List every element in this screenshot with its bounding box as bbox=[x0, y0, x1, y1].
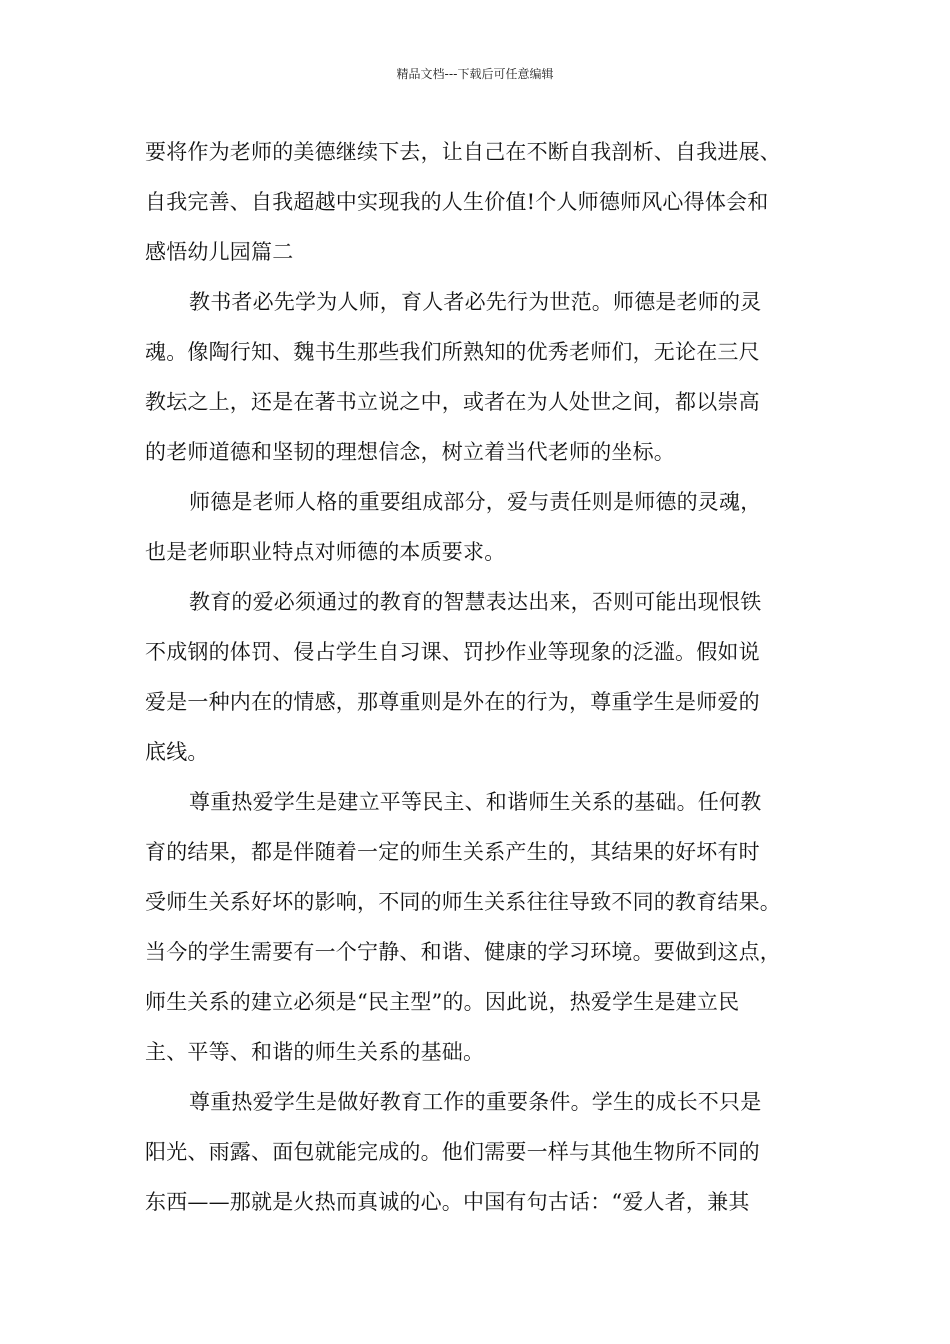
text-line: 师生关系的建立必须是“民主型”的。因此说，热爱学生是建立民 bbox=[145, 990, 740, 1014]
text-line: 当今的学生需要有一个宁静、和谐、健康的学习环境。要做到这点， bbox=[145, 940, 781, 964]
text-line: 也是老师职业特点对师德的本质要求。 bbox=[145, 540, 506, 564]
document-body bbox=[145, 127, 807, 1227]
paragraph-first-line: 尊重热爱学生是做好教育工作的重要条件。学生的成长不只是 bbox=[189, 1090, 762, 1114]
text-line: 要将作为老师的美德继续下去，让自己在不断自我剖析、自我进展、 bbox=[145, 140, 781, 164]
paragraph-first-line: 教育的爱必须通过的教育的智慧表达出来，否则可能出现恨铁 bbox=[189, 590, 762, 614]
text-line: 阳光、雨露、面包就能完成的。他们需要一样与其他生物所不同的 bbox=[145, 1140, 760, 1164]
text-line: 感悟幼儿园篇二 bbox=[145, 240, 294, 264]
text-line: 教坛之上，还是在著书立说之中，或者在为人处世之间，都以崇高 bbox=[145, 390, 760, 414]
text-line: 不成钢的体罚、侵占学生自习课、罚抄作业等现象的泛滥。假如说 bbox=[145, 640, 760, 664]
text-line: 自我完善、自我超越中实现我的人生价值!个人师德师风心得体会和 bbox=[145, 190, 769, 214]
text-line: 底线。 bbox=[145, 740, 209, 764]
text-line: 爱是一种内在的情感，那尊重则是外在的行为，尊重学生是师爱的 bbox=[145, 690, 760, 714]
text-line: 育的结果，都是伴随着一定的师生关系产生的，其结果的好坏有时 bbox=[145, 840, 760, 864]
text-line: 东西——那就是火热而真诚的心。中国有句古话：“爱人者，兼其 bbox=[145, 1190, 750, 1214]
paragraph-first-line: 尊重热爱学生是建立平等民主、和谐师生关系的基础。任何教 bbox=[189, 790, 762, 814]
paragraph-first-line: 教书者必先学为人师，育人者必先行为世范。师德是老师的灵 bbox=[189, 290, 762, 314]
page-header: 精品文档---下载后可任意编辑 bbox=[396, 67, 554, 81]
text-line: 魂。像陶行知、魏书生那些我们所熟知的优秀老师们，无论在三尺 bbox=[145, 340, 760, 364]
text-line: 受师生关系好坏的影响，不同的师生关系往往导致不同的教育结果。 bbox=[145, 890, 781, 914]
paragraph-first-line: 师德是老师人格的重要组成部分，爱与责任则是师德的灵魂， bbox=[189, 490, 762, 514]
text-line: 主、平等、和谐的师生关系的基础。 bbox=[145, 1040, 485, 1064]
text-line: 的老师道德和坚韧的理想信念，树立着当代老师的坐标。 bbox=[145, 440, 675, 464]
